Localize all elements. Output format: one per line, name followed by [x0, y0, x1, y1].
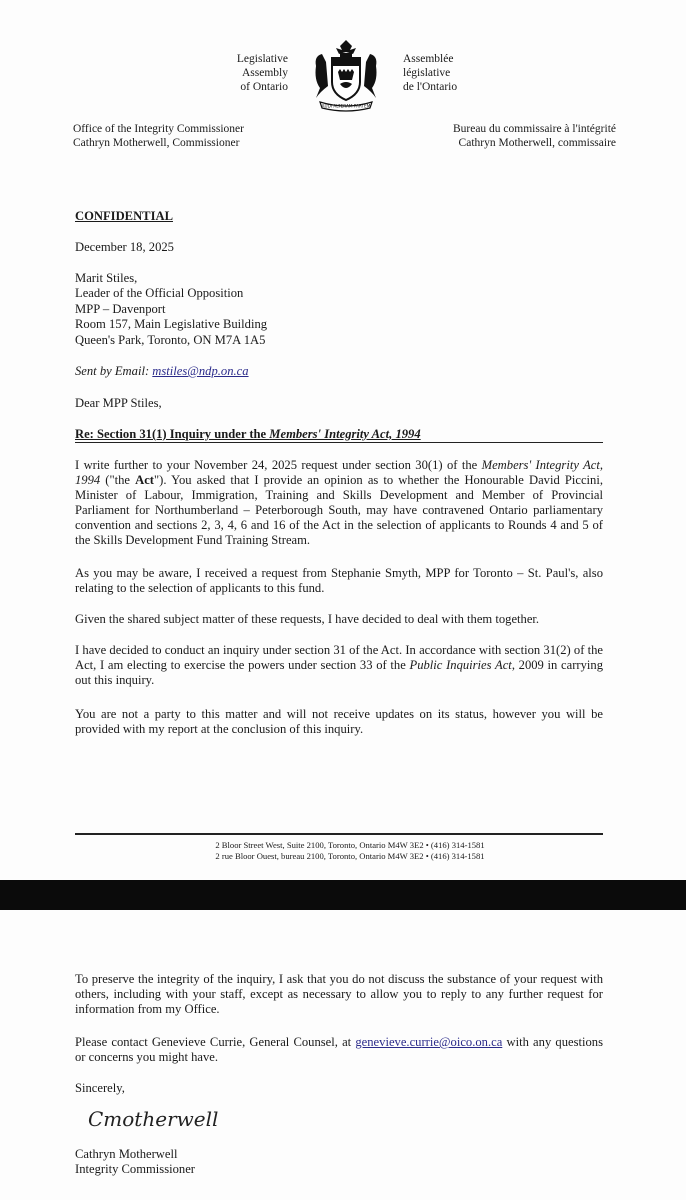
- paragraph-1: I write further to your November 24, 2025 request under section 30(1) of the Members' Integrity Act, 1994 ("the Act"). You asked that I provide an opinion as to whether the Honourable David Piccini, Minister of Labour, Immigration, Training and Skills Development and Member of Provincial Parliament for Northumberland – Peterborough South, may have contravened Ontario parliamentary convention and sections 2, 3, 4, 6 and 16 of the Act in the selection of applicants to Rounds 4 and 5 of the Skills Development Fund Training Stream.: [75, 458, 603, 547]
- office-name-french: Bureau du commissaire à l'intégrité Cathryn Motherwell, commissaire: [452, 123, 616, 149]
- signature: [86, 1100, 236, 1136]
- paragraph-4: I have decided to conduct an inquiry under section 31 of the Act. In accordance with section 31(2) of the Act, I am electing to exercise the powers under section 33 of the Public Inquiries Act, 2009 in carrying out this inquiry.: [75, 643, 603, 687]
- confidential-label: CONFIDENTIAL: [75, 209, 173, 223]
- footer-rule: [75, 833, 603, 835]
- closing: Sincerely,: [75, 1081, 125, 1095]
- paragraph-6: To preserve the integrity of the inquiry, I ask that you do not discuss the substance of your request with others, including with your staff, except as necessary to allow you to reply to any further request for information from my Office.: [75, 972, 603, 1016]
- sent-by-email: Sent by Email: mstiles@ndp.on.ca: [75, 364, 249, 378]
- paragraph-7: Please contact Genevieve Currie, General Counsel, at genevieve.currie@oico.on.ca with any questions or concerns you might have.: [75, 1035, 604, 1064]
- subject-line: Re: Section 31(1) Inquiry under the Members' Integrity Act, 1994: [75, 427, 421, 441]
- ontario-crest-icon: [306, 36, 386, 116]
- counsel-email-link[interactable]: genevieve.currie@oico.on.ca: [355, 1035, 503, 1049]
- assembly-name-french: Assemblée législative de l'Ontario: [403, 53, 458, 93]
- office-name-english: Office of the Integrity Commissioner Cathryn Motherwell, Commissioner: [73, 123, 244, 149]
- recipient-address: Marit Stiles, Leader of the Official Opposition MPP – Davenport Room 157, Main Legislative Building Queen's Park, Toronto, ON M7A 1A5: [75, 271, 268, 347]
- page-gap: [0, 880, 686, 910]
- paragraph-3: Given the shared subject matter of these requests, I have decided to deal with them together.: [75, 612, 540, 626]
- assembly-name-english: Legislative Assembly of Ontario: [236, 53, 288, 93]
- salutation: Dear MPP Stiles,: [75, 396, 162, 410]
- signature-text: Cmotherwell: [88, 1107, 219, 1131]
- paragraph-2: As you may be aware, I received a request from Stephanie Smyth, MPP for Toronto – St. Paul's, also relating to the selection of applicants to this fund.: [75, 566, 603, 595]
- crest-motto: AUDI ALTERAM PARTEM: [321, 103, 371, 109]
- footer-address: 2 Bloor Street West, Suite 2100, Toronto, Ontario M4W 3E2 • (416) 314-1581 2 rue Bloor Ouest, bureau 2100, Toronto, Ontario M4W 3E2 • (416) 314-1581: [215, 840, 485, 861]
- signatory: Cathryn Motherwell Integrity Commissioner: [75, 1147, 195, 1176]
- recipient-email-link[interactable]: mstiles@ndp.on.ca: [152, 364, 249, 378]
- letter-date: December 18, 2025: [75, 240, 174, 254]
- subject-rule: [75, 442, 603, 443]
- paragraph-5: You are not a party to this matter and will not receive updates on its status, however you will be provided with my report at the conclusion of this inquiry.: [75, 707, 603, 736]
